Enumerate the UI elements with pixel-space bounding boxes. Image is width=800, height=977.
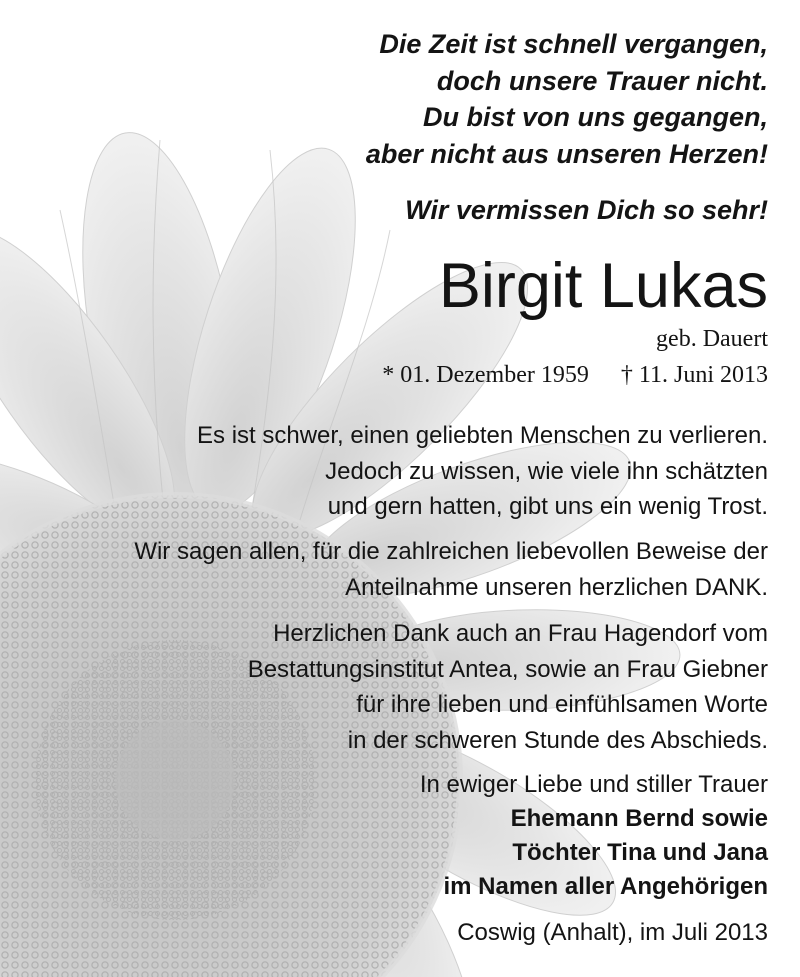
birth-date: * 01. Dezember 1959 [382,362,589,388]
signature-block [10,768,768,904]
paragraph-line: Anteilnahme unseren herzlichen DANK. [345,573,768,601]
miss-you-line: Wir vermissen Dich so sehr! [405,195,768,225]
signature-intro: In ewiger Liebe und stiller Trauer [419,771,768,798]
paragraph-line: Herzlichen Dank auch an Frau Hagendorf vom [273,620,768,647]
paragraph-line: Bestattungsinstitut Antea, sowie an Frau Giebner [247,655,768,683]
paragraph-line: in der schweren Stunde des Abschieds. [347,726,768,754]
paragraph-line: und gern hatten, gibt uns ein wenig Trost. [327,493,768,520]
signature-name: Ehemann Bernd sowie [510,805,768,832]
birth-name: geb. Dauert [656,326,768,352]
signature-name: im Namen aller Angehörigen [443,873,768,900]
paragraph-line: Jedoch zu wissen, wie viele ihn schätzten [325,457,768,485]
paragraph-line: für ihre lieben und einfühlsamen Worte [356,691,768,718]
paragraph-consolation [10,418,768,525]
life-dates [10,359,768,391]
place-and-date: Coswig (Anhalt), im Juli 2013 [457,919,768,946]
poem-line: Du bist von uns gegangen, [422,102,768,132]
poem-line: aber nicht aus unseren Herzen! [365,138,768,169]
poem-line: Die Zeit ist schnell vergangen, [379,29,768,59]
paragraph-line: Wir sagen allen, für die zahlreichen liebevollen Beweise der [134,538,768,565]
poem-line: doch unsere Trauer nicht. [436,65,768,96]
paragraph-line: Es ist schwer, einen geliebten Menschen zu verlieren. [197,422,768,449]
paragraph-thanks [10,534,768,605]
poem-verse [10,26,768,172]
death-date: † 11. Juni 2013 [620,362,768,388]
paragraph-special-thanks [10,616,768,758]
deceased-name: Birgit Lukas [438,251,768,321]
signature-name: Töchter Tina und Jana [512,839,768,866]
